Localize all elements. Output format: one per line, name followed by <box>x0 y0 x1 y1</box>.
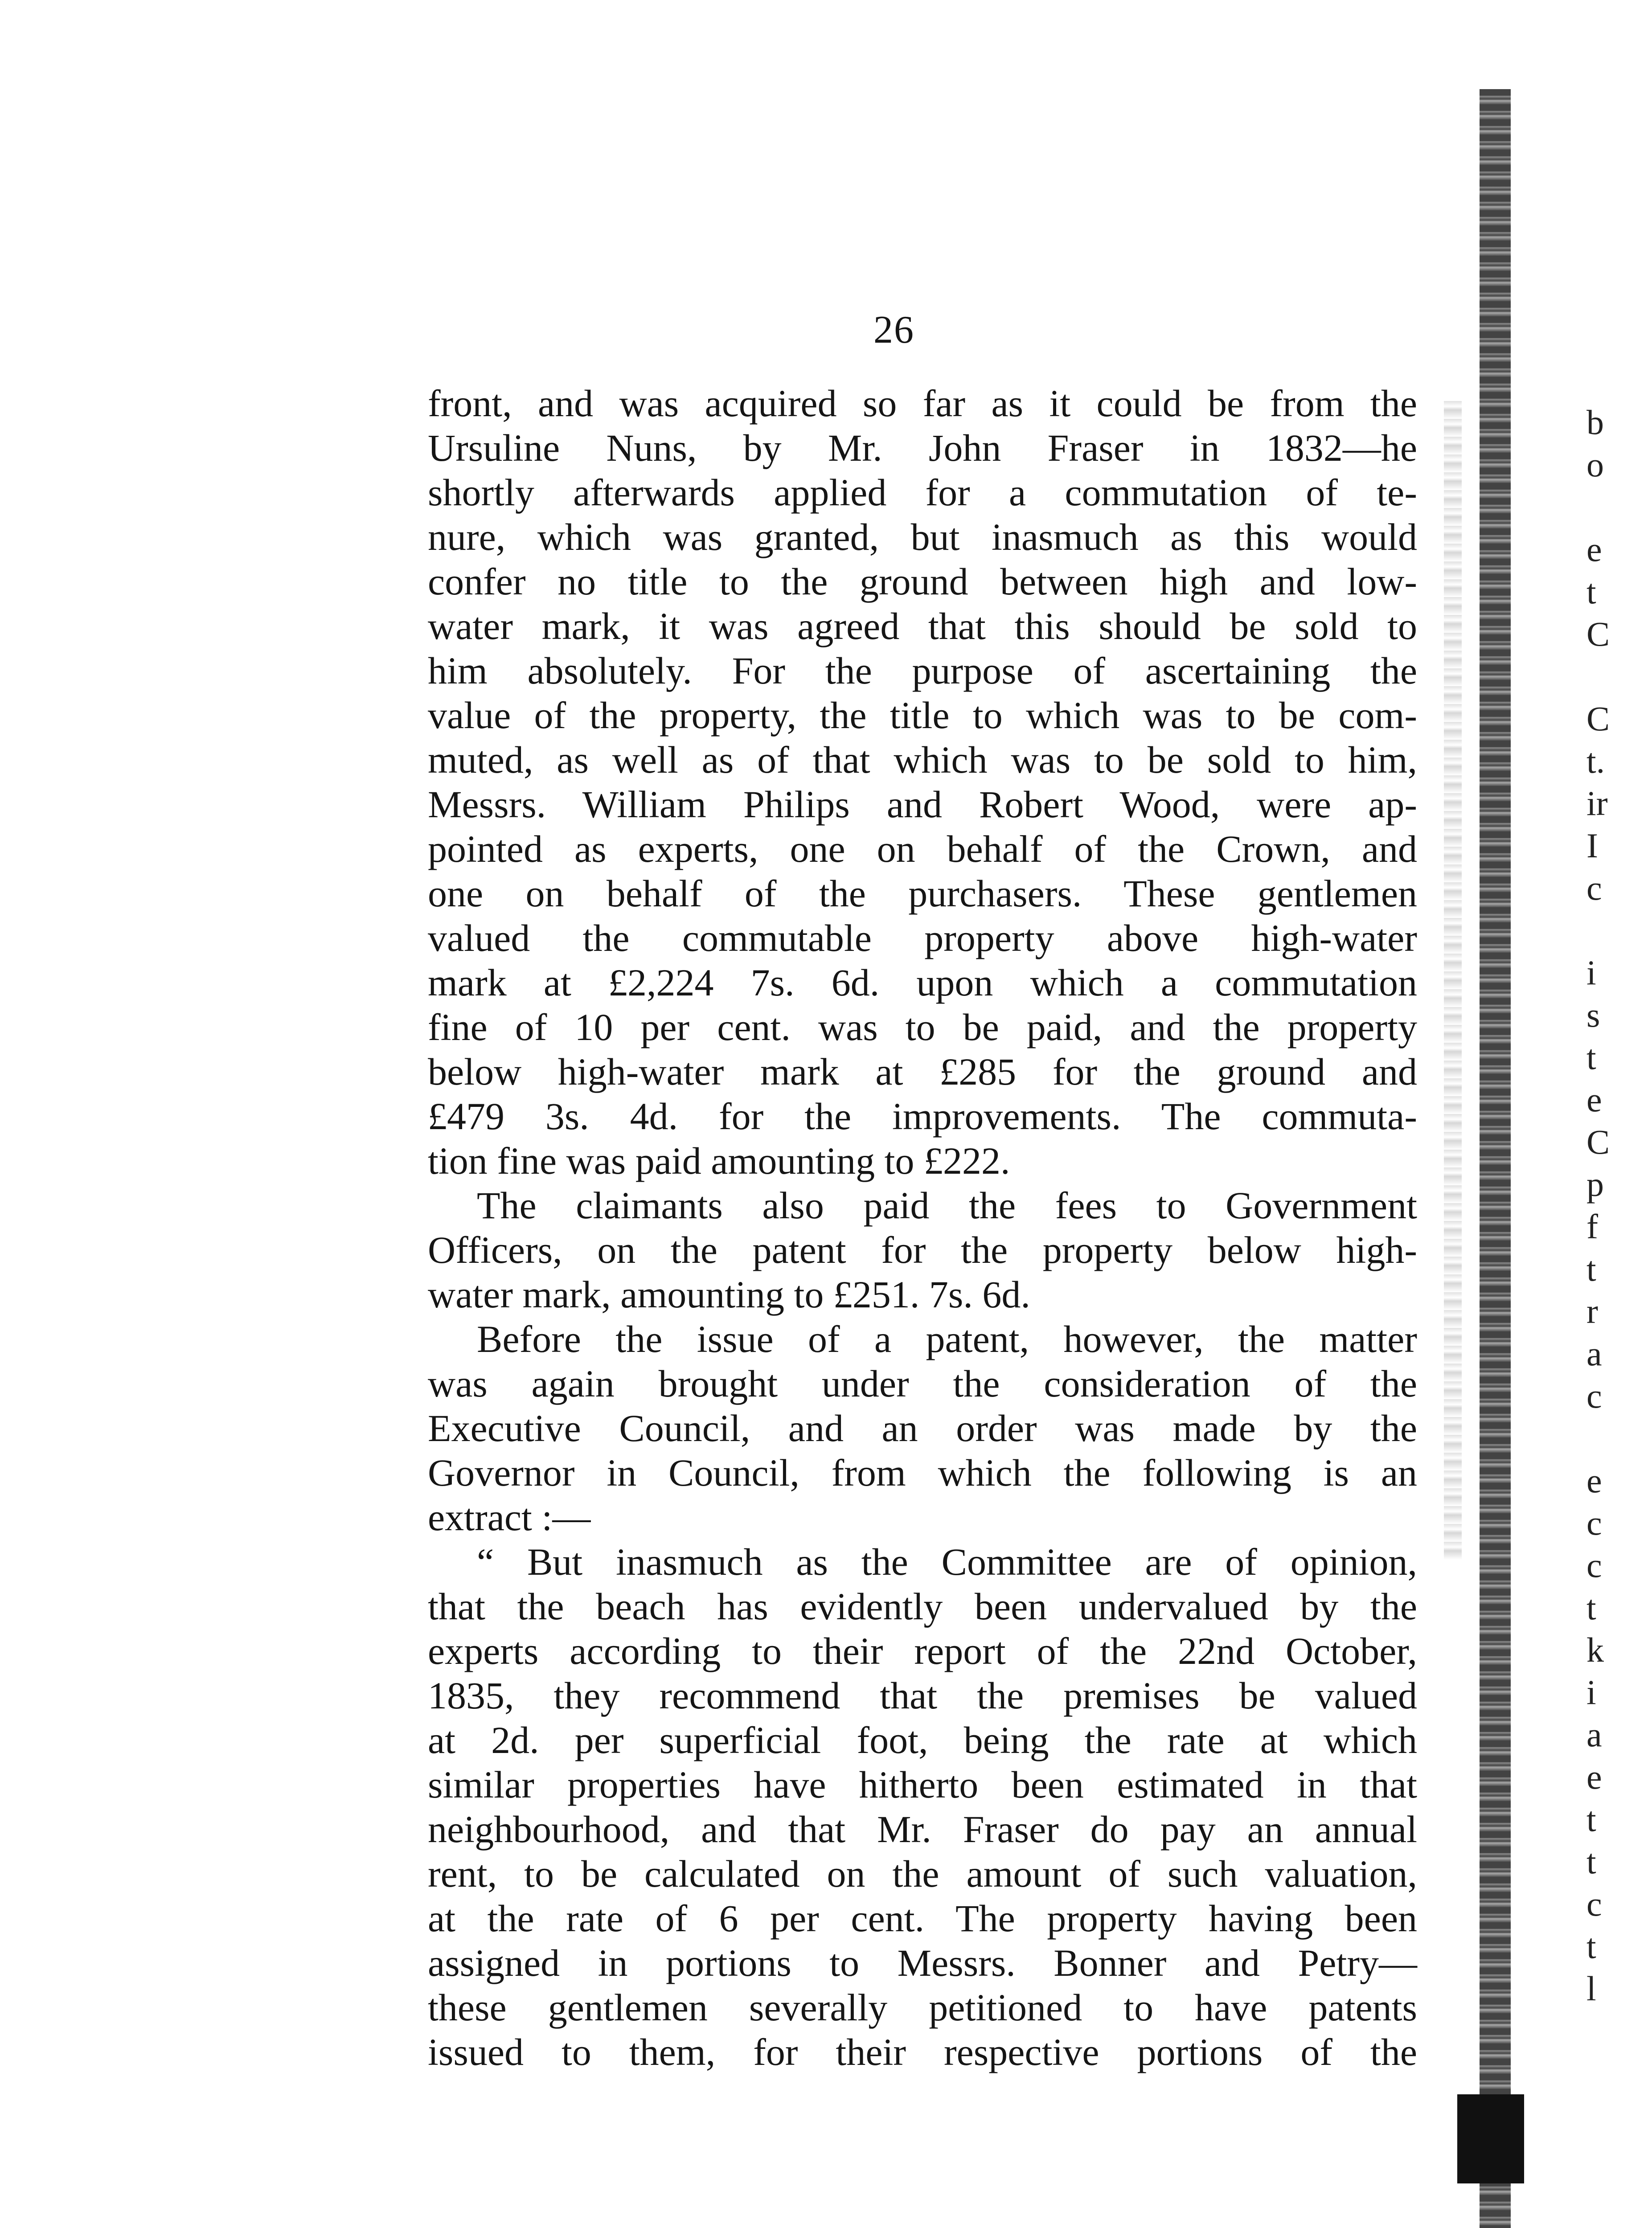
text-line: The claimants also paid the fees to Government <box>477 1184 1417 1227</box>
facing-letter: a <box>1586 1334 1602 1373</box>
facing-letter: C <box>1586 1122 1610 1161</box>
text-line: assigned in portions to Messrs. Bonner and Petry— <box>428 1941 1417 1984</box>
text-line: that the beach has evidently been undervalued by the <box>428 1585 1417 1628</box>
text-line: one on behalf of the purchasers. These gentlemen <box>428 872 1417 915</box>
facing-letter: i <box>1586 1673 1596 1712</box>
facing-letter: r <box>1586 1292 1598 1331</box>
facing-letter <box>1586 1417 1640 1459</box>
text-line: Before the issue of a patent, however, the matter <box>477 1318 1417 1360</box>
text-line: Governor in Council, from which the following is an <box>428 1451 1417 1494</box>
facing-letter <box>1586 486 1640 528</box>
facing-letter: ir <box>1586 784 1608 823</box>
facing-letter: l <box>1586 1969 1596 2008</box>
facing-letter: t <box>1586 1588 1596 1627</box>
facing-letter: c <box>1586 1376 1602 1415</box>
text-line: neighbourhood, and that Mr. Fraser do pay an annual <box>428 1808 1417 1851</box>
text-line: front, and was acquired so far as it could be from the <box>428 382 1417 425</box>
facing-letter: C <box>1586 699 1610 738</box>
text-line: £479 3s. 4d. for the improvements. The commuta- <box>428 1095 1417 1138</box>
facing-letter: e <box>1586 530 1602 569</box>
facing-letter: I <box>1586 826 1598 865</box>
text-line: Ursuline Nuns, by Mr. John Fraser in 1832—he <box>428 426 1417 469</box>
facing-letter: t <box>1586 572 1596 611</box>
facing-letter: e <box>1586 1757 1602 1796</box>
facing-page-fragment <box>1586 401 1640 2010</box>
facing-letter: t <box>1586 1800 1596 1839</box>
facing-letter: t <box>1586 1038 1596 1077</box>
facing-letter: t <box>1586 1842 1596 1881</box>
text-line: “ But inasmuch as the Committee are of opinion, <box>477 1540 1417 1583</box>
facing-letter <box>1586 909 1640 951</box>
text-line: similar properties have hitherto been estimated in that <box>428 1763 1417 1806</box>
facing-letter: b <box>1586 403 1604 442</box>
text-line: experts according to their report of the 22nd October, <box>428 1630 1417 1672</box>
facing-letter: C <box>1586 614 1610 653</box>
page-number: 26 <box>873 308 914 352</box>
text-line: issued to them, for their respective portions of the <box>428 2031 1417 2073</box>
facing-letter <box>1586 655 1640 697</box>
text-line: tion fine was paid amounting to £222. <box>428 1139 1010 1182</box>
facing-letter: k <box>1586 1630 1604 1669</box>
text-line: water mark, it was agreed that this should be sold to <box>428 605 1417 647</box>
facing-letter: c <box>1586 1884 1602 1923</box>
page-edge-shadow-bottom <box>1457 2094 1524 2183</box>
facing-letter: t <box>1586 1249 1596 1288</box>
facing-letter: e <box>1586 1080 1602 1119</box>
text-line: value of the property, the title to which was to be com- <box>428 694 1417 737</box>
facing-letter: t <box>1586 1927 1596 1966</box>
text-line: muted, as well as of that which was to be sold to him, <box>428 738 1417 781</box>
text-line: fine of 10 per cent. was to be paid, and the property <box>428 1006 1417 1048</box>
text-line: these gentlemen severally petitioned to have patents <box>428 1986 1417 2029</box>
facing-letter: e <box>1586 1461 1602 1500</box>
text-line: extract :— <box>428 1496 591 1539</box>
text-line: nure, which was granted, but inasmuch as this would <box>428 516 1417 558</box>
facing-letter: i <box>1586 953 1596 992</box>
facing-letter: c <box>1586 1503 1602 1542</box>
facing-letter: s <box>1586 995 1600 1034</box>
facing-letter: c <box>1586 1546 1602 1585</box>
facing-letter: c <box>1586 868 1602 907</box>
body-text <box>428 381 1417 2074</box>
text-line: shortly afterwards applied for a commutation of te- <box>428 471 1417 514</box>
facing-letter: o <box>1586 445 1604 484</box>
facing-letter: a <box>1586 1715 1602 1754</box>
text-line: Officers, on the patent for the property below high- <box>428 1229 1417 1271</box>
facing-letter: t. <box>1586 741 1605 780</box>
text-line: rent, to be calculated on the amount of such valuation, <box>428 1852 1417 1895</box>
text-line: him absolutely. For the purpose of ascertaining the <box>428 649 1417 692</box>
text-line: pointed as experts, one on behalf of the Crown, and <box>428 827 1417 870</box>
text-line: below high-water mark at £285 for the ground and <box>428 1050 1417 1093</box>
text-line: valued the commutable property above high-water <box>428 917 1417 959</box>
text-line: at 2d. per superficial foot, being the rate at which <box>428 1719 1417 1761</box>
text-line: mark at £2,224 7s. 6d. upon which a commutation <box>428 961 1417 1004</box>
text-line: Messrs. William Philips and Robert Wood, were ap- <box>428 783 1417 826</box>
text-line: was again brought under the consideration of the <box>428 1362 1417 1405</box>
text-line: at the rate of 6 per cent. The property having been <box>428 1897 1417 1940</box>
page-edge-shadow <box>1480 89 1511 2228</box>
text-line: 1835, they recommend that the premises be valued <box>428 1674 1417 1717</box>
text-line: water mark, amounting to £251. 7s. 6d. <box>428 1273 1030 1316</box>
facing-letter: p <box>1586 1165 1604 1204</box>
facing-letter: f <box>1586 1207 1598 1246</box>
text-line: confer no title to the ground between high and low- <box>428 560 1417 603</box>
text-line: Executive Council, and an order was made by the <box>428 1407 1417 1450</box>
